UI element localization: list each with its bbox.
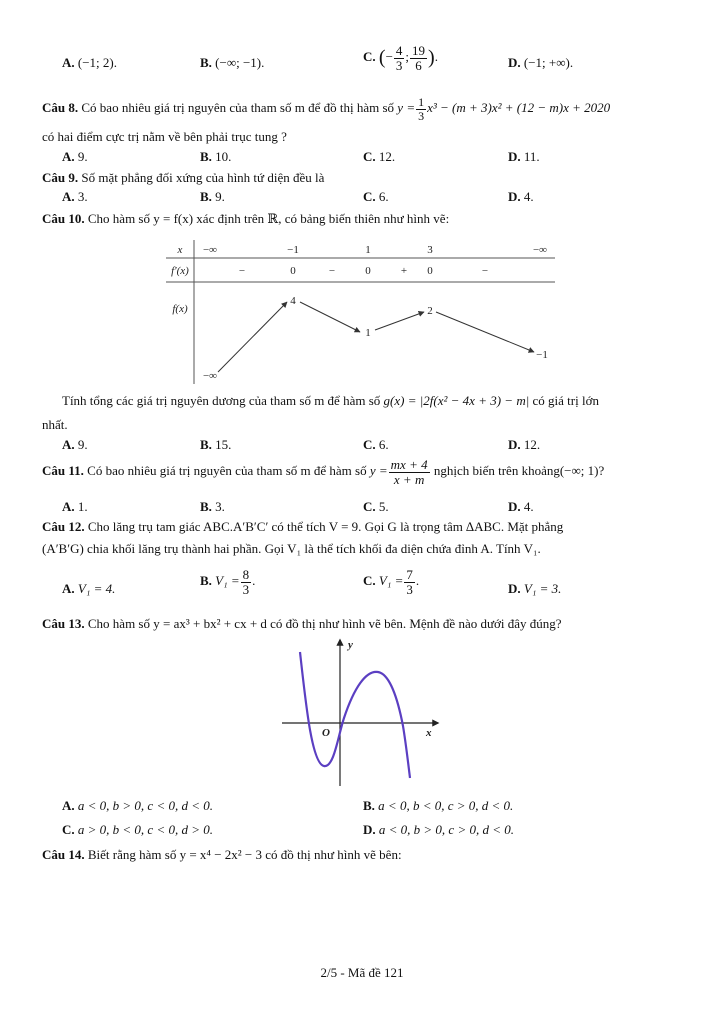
q12-option-c: C. V₁ = $\frac{7}{3}$ .: [363, 567, 420, 597]
x-value: −1: [287, 244, 299, 256]
q9-option-a: A. 3.: [62, 189, 88, 204]
q10-option-c: C. 6.: [363, 437, 389, 452]
q9-option-c: C. 6.: [363, 189, 389, 204]
fprime-sign: −: [328, 265, 336, 277]
fprime-sign: −: [481, 265, 489, 277]
decrease-arrow: [436, 312, 534, 352]
fprime-sign: +: [400, 265, 408, 277]
q8-option-b: B. 10.: [200, 149, 232, 164]
q9-option-d: D. 4.: [508, 189, 534, 204]
x-value: −∞: [202, 244, 218, 256]
x-axis-label: x: [426, 727, 432, 739]
q11-option-c: C. 5.: [363, 499, 389, 514]
variation-table: [160, 236, 560, 386]
q8-stem-cont: có hai điểm cực trị nằm về bên phải trục tung ?: [42, 129, 287, 144]
q12-option-d: D. V₁ = 3.: [508, 581, 562, 596]
q11-stem: Câu 11. Có bao nhiêu giá trị nguyên của tham số m để hàm số y = $\frac{mx + 4}{x + m}$ nghịch biến trên khoảng(−∞; 1)?: [42, 457, 605, 487]
x-value: 1: [365, 244, 371, 256]
fprime-zero: 0: [427, 265, 433, 277]
q13-option-b: B. a < 0, b < 0, c > 0, d < 0.: [363, 798, 514, 813]
q10-option-a: A. 9.: [62, 437, 88, 452]
q10-option-b: B. 15.: [200, 437, 232, 452]
fprime-zero: 0: [290, 265, 296, 277]
x-value: −∞: [532, 244, 548, 256]
f-value: 4: [290, 295, 296, 307]
cubic-curve: [300, 652, 410, 778]
q7-option-b: B. (−∞; −1).: [200, 55, 265, 70]
q7-option-a: A. (−1; 2).: [62, 55, 117, 70]
q13-stem: Câu 13. Cho hàm số y = ax³ + bx² + cx + d có đồ thị như hình vẽ bên. Mệnh đề nào dưới đây đúng?: [42, 616, 562, 631]
q10-option-d: D. 12.: [508, 437, 541, 452]
increase-arrow: [375, 312, 424, 330]
f-value: 1: [365, 327, 371, 339]
fprime-sign: −: [238, 265, 246, 277]
q13-option-d: D. a < 0, b > 0, c > 0, d < 0.: [363, 822, 515, 837]
q11-option-b: B. 3.: [200, 499, 225, 514]
f-row-label: f(x): [172, 303, 188, 315]
q12-stem-cont: (A′B′G) chia khối lăng trụ thành hai phần. Gọi V₁ là thể tích khối đa diện chứa đỉnh A. Tính V₁.: [42, 541, 541, 556]
x-value: 3: [427, 244, 433, 256]
increase-arrow: [218, 302, 287, 372]
q12-option-a: A. V₁ = 4.: [62, 581, 116, 596]
q10-question-cont: nhất.: [42, 417, 68, 432]
fprime-row-label: f′(x): [171, 265, 189, 277]
q7-option-c: C. (− $\frac{4}{3}$ ; $\frac{19}{6}$ ).: [363, 43, 438, 73]
f-value: −∞: [202, 370, 218, 382]
y-axis-label: y: [348, 639, 353, 651]
q9-option-b: B. 9.: [200, 189, 225, 204]
q11-option-d: D. 4.: [508, 499, 534, 514]
origin-label: O: [322, 727, 330, 739]
q8-option-c: C. 12.: [363, 149, 396, 164]
x-row-label: x: [177, 244, 183, 256]
q8-option-a: A. 9.: [62, 149, 88, 164]
fprime-zero: 0: [365, 265, 371, 277]
f-value: −1: [536, 349, 548, 361]
q9-stem: Câu 9. Số mặt phẳng đối xứng của hình tứ diện đều là: [42, 170, 325, 185]
q7-option-d: D. (−1; +∞).: [508, 55, 574, 70]
q11-option-a: A. 1.: [62, 499, 88, 514]
q8-option-d: D. 11.: [508, 149, 540, 164]
q10-question: Tính tổng các giá trị nguyên dương của tham số m để hàm số g(x) = |2f(x² − 4x + 3) − m| có giá trị lớn: [62, 393, 599, 408]
q13-option-a: A. a < 0, b > 0, c < 0, d < 0.: [62, 798, 214, 813]
q14-stem: Câu 14. Biết rằng hàm số y = x⁴ − 2x² − 3 có đồ thị như hình vẽ bên:: [42, 847, 402, 862]
decrease-arrow: [300, 302, 360, 332]
page-footer: 2/5 - Mã đề 121: [320, 965, 404, 980]
q13-option-c: C. a > 0, b < 0, c < 0, d > 0.: [62, 822, 214, 837]
q10-stem: Câu 10. Cho hàm số y = f(x) xác định trên ℝ, có bảng biến thiên như hình vẽ:: [42, 211, 450, 226]
q12-stem: Câu 12. Cho lăng trụ tam giác ABC.A′B′C′ có thể tích V = 9. Gọi G là trọng tâm ∆ABC. Mặt phẳng: [42, 519, 564, 534]
q12-option-b: B. V₁ = $\frac{8}{3}$ .: [200, 567, 256, 597]
f-value: 2: [427, 305, 433, 317]
cubic-graph: [278, 636, 443, 786]
q8-stem: Câu 8. Có bao nhiêu giá trị nguyên của tham số m để đồ thị hàm số y = $\frac{1}{3}$ x³ − (m + 3)x² + (12 − m)x + 2020: [42, 95, 611, 123]
